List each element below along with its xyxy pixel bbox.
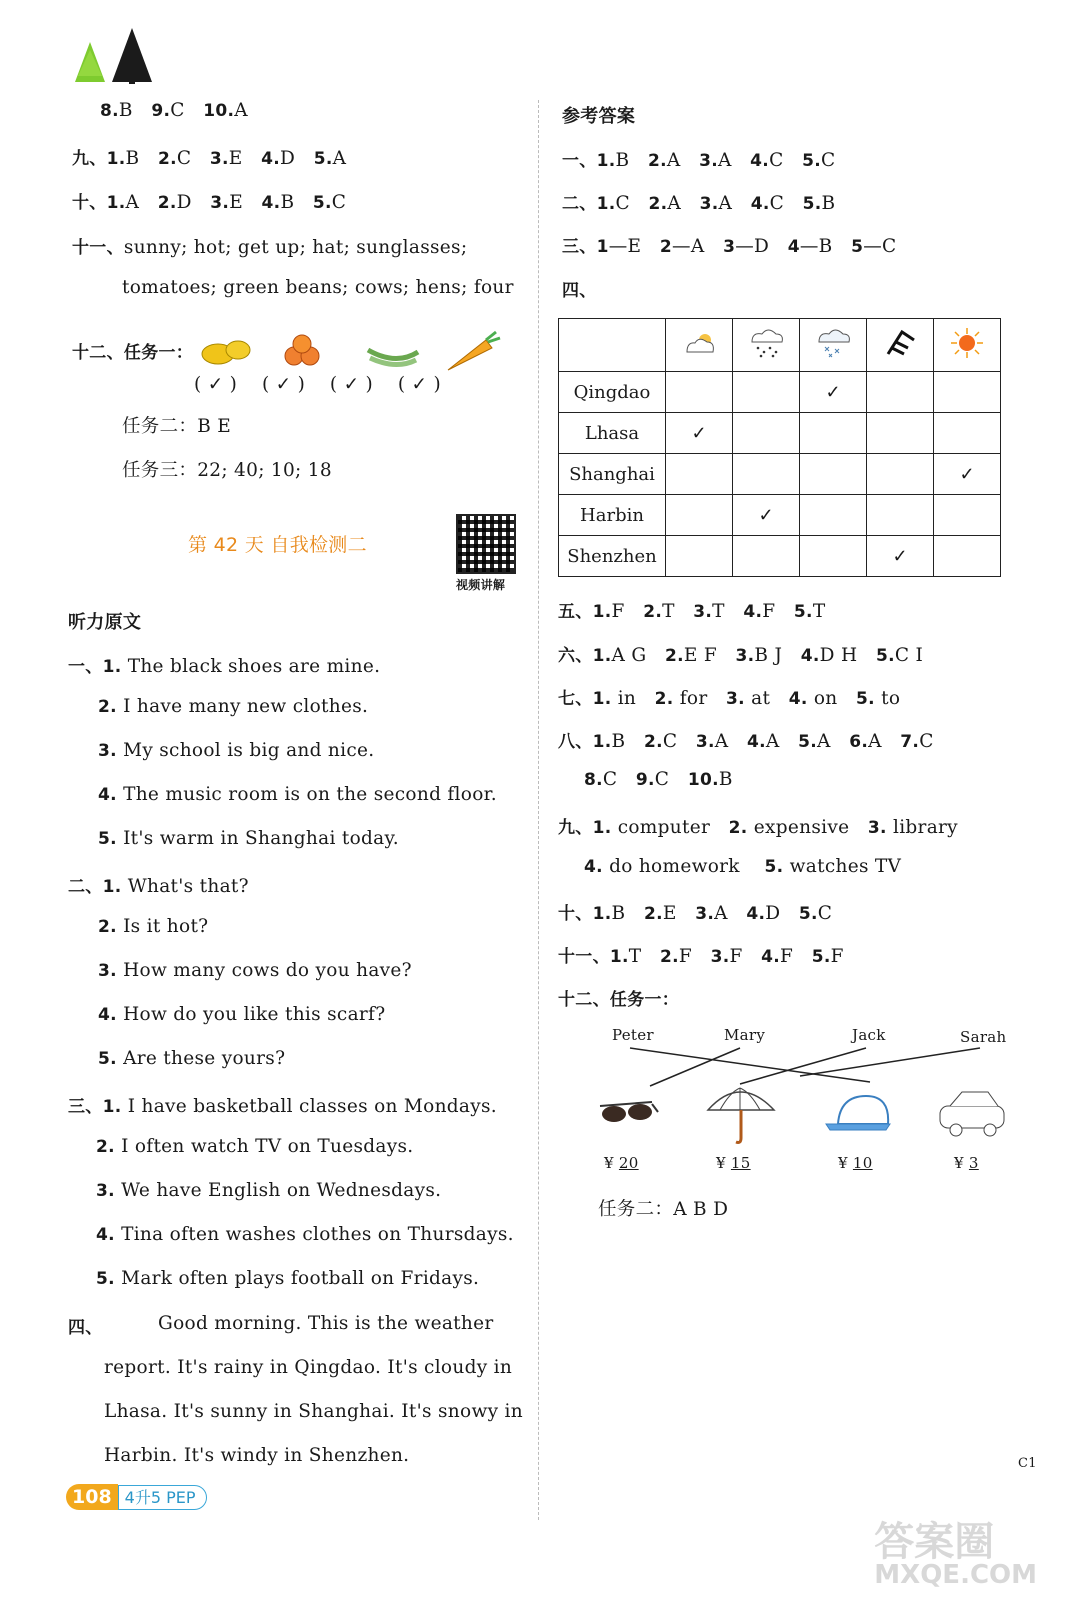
section-title: 第 42 天 自我检测二 [188, 534, 367, 556]
listen-3-3: 3. We have English on Wednesdays. [96, 1180, 442, 1201]
answer-section-11: 十一、sunny; hot; get up; hat; sunglasses; [72, 237, 468, 258]
potato-icon [202, 341, 250, 364]
qr-label: 视频讲解 [456, 578, 506, 592]
listen-4-head: 四、 [68, 1318, 103, 1338]
key-section-3: 三、1—E 2—A 3—D 4—B 5—C [562, 236, 897, 257]
name-mary: Mary [724, 1026, 766, 1044]
weather-table [558, 318, 1001, 577]
tree-logo-icon [70, 26, 160, 86]
car-icon [940, 1092, 1004, 1136]
listen-1-2: 2. I have many new clothes. [98, 696, 369, 717]
column-divider [538, 100, 539, 1520]
carrot-icon [448, 332, 500, 370]
food-pictures [196, 330, 506, 374]
key-section-12: 十二、任务一： [558, 990, 680, 1010]
key-section-9: 九、1. computer 2. expensive 3. library [558, 817, 958, 838]
price-umbrella: ¥ 15 [716, 1154, 751, 1172]
listen-2-1: 二、1. What's that? [68, 876, 249, 897]
listen-3-4: 4. Tina often washes clothes on Thursdays. [96, 1224, 514, 1245]
price-sunglasses: ¥ 20 [604, 1154, 639, 1172]
key-section-8-cont: 8.C 9.C 10.B [584, 769, 733, 790]
answer-line-8-10: 8.B 9.C 10.A [100, 100, 248, 121]
name-jack: Jack [852, 1026, 886, 1044]
rainy-icon [733, 319, 800, 372]
listen-4-line-4: Harbin. It's windy in Shenzhen. [104, 1445, 410, 1466]
listen-1-1: 一、1. The black shoes are mine. [68, 656, 381, 677]
cap-icon [826, 1096, 890, 1130]
snowy-icon [800, 319, 867, 372]
weather-row-harbin: Harbin ✓ [559, 495, 1001, 536]
qr-code-icon[interactable] [456, 514, 516, 574]
key-section-8: 八、1.B 2.C 3.A 4.A 5.A 6.A 7.C [558, 731, 934, 752]
key-section-5: 五、1.F 2.T 3.T 4.F 5.T [558, 601, 826, 622]
key-section-10: 十、1.B 2.E 3.A 4.D 5.C [558, 903, 833, 924]
listen-4-line-3: Lhasa. It's sunny in Shanghai. It's snowy in [104, 1401, 523, 1422]
key-section-2: 二、1.C 2.A 3.A 4.C 5.B [562, 193, 836, 214]
listen-1-4: 4. The music room is on the second floor. [98, 784, 497, 805]
windy-icon [867, 319, 934, 372]
listen-2-4: 4. How do you like this scarf? [98, 1004, 386, 1025]
book-tag: 4升5 PEP [118, 1485, 207, 1510]
key-section-4: 四、 [562, 281, 597, 301]
weather-row-lhasa: Lhasa ✓ [559, 413, 1001, 454]
answer-section-10: 十、1.A 2.D 3.E 4.B 5.C [72, 192, 347, 213]
key-section-1: 一、1.B 2.A 3.A 4.C 5.C [562, 150, 836, 171]
listen-1-3: 3. My school is big and nice. [98, 740, 375, 761]
name-sarah: Sarah [960, 1028, 1007, 1046]
listen-2-5: 5. Are these yours? [98, 1048, 286, 1069]
print-code: C1 [1018, 1456, 1037, 1471]
match-sarah-car [800, 1048, 980, 1076]
key-section-6: 六、1.A G 2.E F 3.B J 4.D H 5.C I [558, 645, 924, 666]
matching-lines [590, 1040, 1020, 1160]
task3-answer: 任务三：22; 40; 10; 18 [122, 460, 332, 481]
page-badge [66, 1484, 207, 1510]
task2-answer: 任务二：B E [122, 416, 232, 437]
key-section-9-cont: 4. do homework 5. watches TV [584, 856, 902, 877]
listening-title: 听力原文 [68, 612, 142, 633]
price-car: ¥ 3 [954, 1154, 979, 1172]
answer-key-title: 参考答案 [562, 106, 636, 127]
listen-3-1: 三、1. I have basketball classes on Mondays. [68, 1096, 497, 1117]
weather-row-qingdao: Qingdao ✓ [559, 372, 1001, 413]
answer-section-12-task1: 十二、任务一： [72, 343, 194, 363]
sunny-icon [934, 319, 1001, 372]
cloudy-icon [666, 319, 733, 372]
key-section-7: 七、1. in 2. for 3. at 4. on 5. to [558, 688, 901, 709]
listen-3-2: 2. I often watch TV on Tuesdays. [96, 1136, 414, 1157]
watermark: 答案圈 MXQE.COM [874, 1519, 1037, 1590]
sunglasses-icon [600, 1102, 658, 1122]
page-number: 108 [66, 1484, 118, 1510]
listen-4-line-2: report. It's rainy in Qingdao. It's cloudy in [104, 1357, 513, 1378]
price-cap: ¥ 10 [838, 1154, 873, 1172]
tomato-icon [285, 335, 319, 365]
task1-checks: ( ✓ ) ( ✓ ) ( ✓ ) ( ✓ ) [194, 374, 442, 395]
name-peter: Peter [612, 1026, 654, 1044]
weather-row-shanghai: Shanghai ✓ [559, 454, 1001, 495]
key-section-11: 十一、1.T 2.F 3.F 4.F 5.F [558, 946, 844, 967]
listen-2-3: 3. How many cows do you have? [98, 960, 412, 981]
listen-1-5: 5. It's warm in Shanghai today. [98, 828, 399, 849]
listen-2-2: 2. Is it hot? [98, 916, 209, 937]
match-mary-sunglasses [650, 1048, 740, 1086]
listen-4-line-1: Good morning. This is the weather [158, 1313, 494, 1334]
answer-section-11-cont: tomatoes; green beans; cows; hens; four [122, 277, 514, 298]
weather-row-shenzhen: Shenzhen ✓ [559, 536, 1001, 577]
task2-right-answer: 任务二：A B D [598, 1199, 729, 1220]
listen-3-5: 5. Mark often plays football on Fridays. [96, 1268, 480, 1289]
answer-section-9: 九、1.B 2.C 3.E 4.D 5.A [72, 148, 347, 169]
umbrella-icon [708, 1088, 774, 1143]
green-bean-icon [368, 350, 418, 365]
match-peter-cap [630, 1048, 870, 1082]
